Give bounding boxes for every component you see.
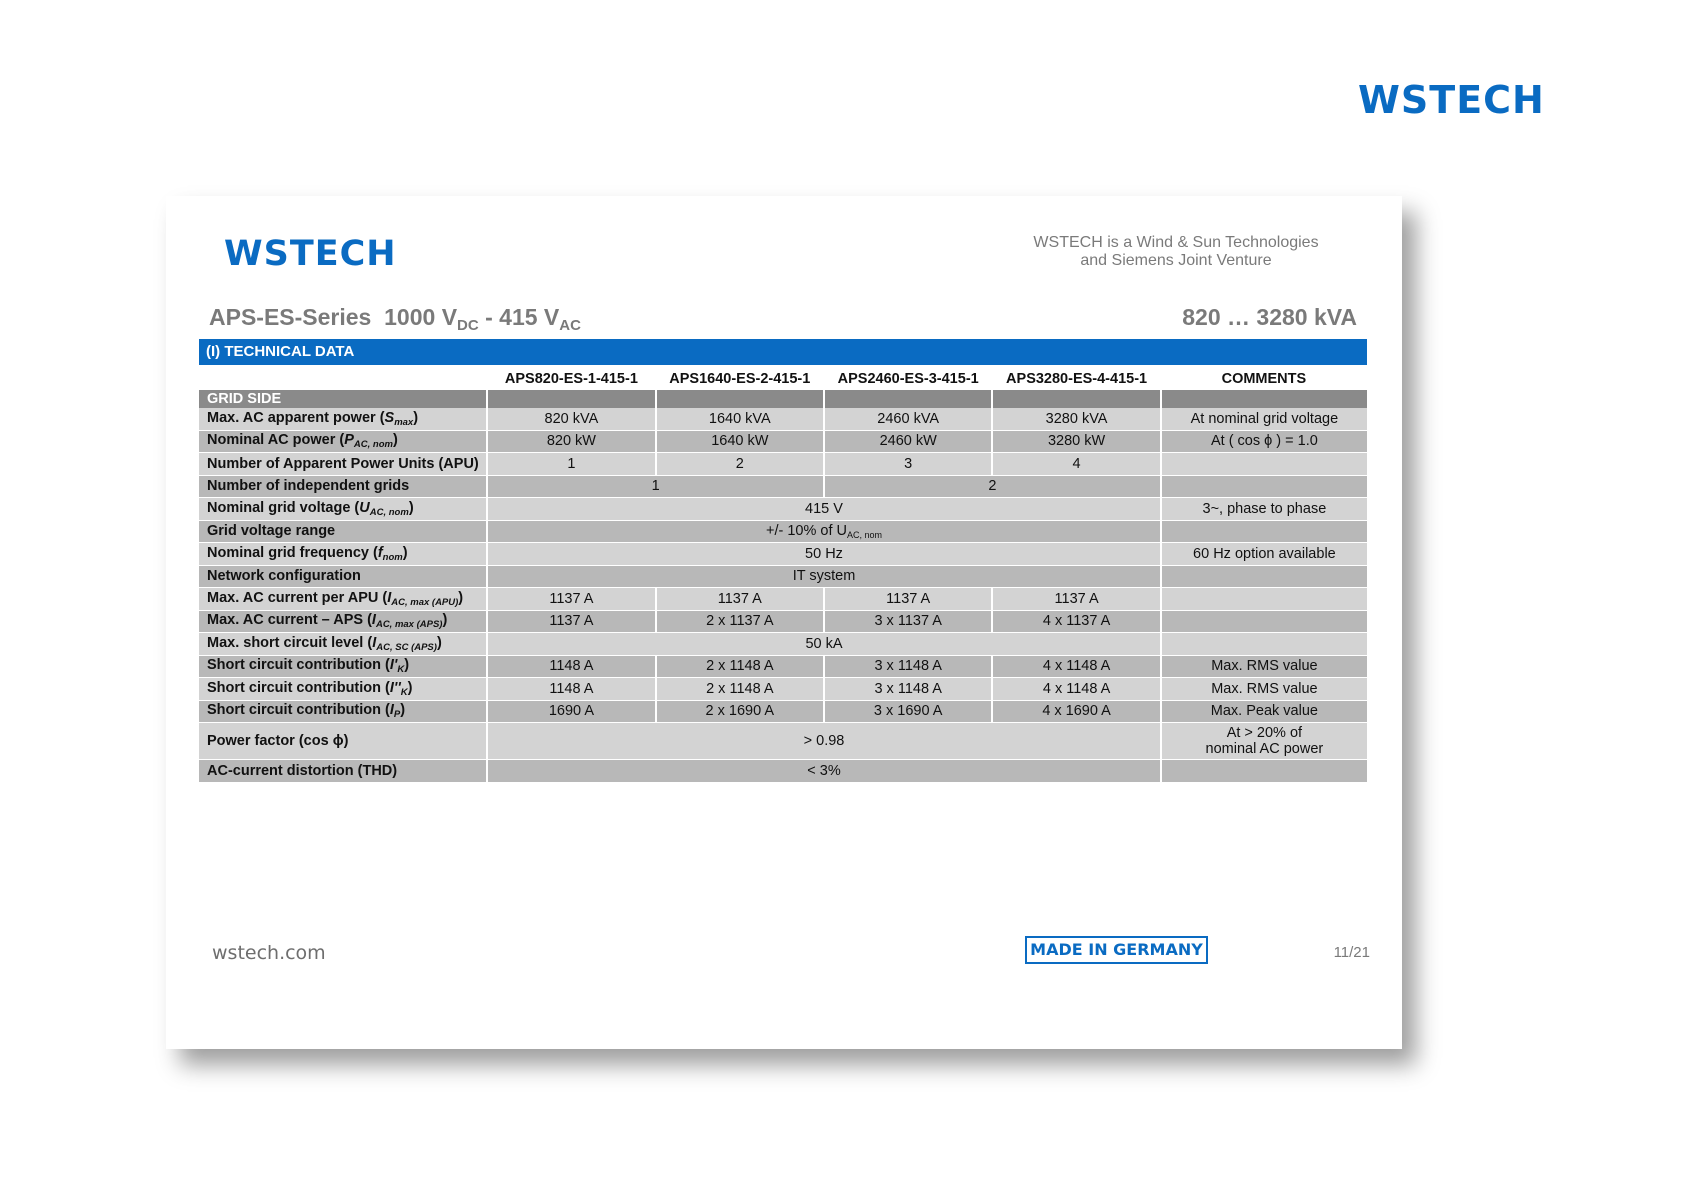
cell: 1640 kVA — [656, 408, 824, 430]
comment-cell — [1161, 723, 1367, 760]
table-header-row — [199, 368, 1367, 390]
page-number: 11/21 — [1333, 944, 1370, 961]
cell: 1 — [487, 453, 655, 476]
cell: 2 x 1137 A — [656, 610, 824, 633]
table-row — [199, 588, 1367, 611]
label-symbol: U — [359, 499, 370, 516]
label-symbol: I' — [389, 657, 398, 674]
label-text: Max. AC current – APS ( — [207, 612, 372, 629]
table-row — [199, 655, 1367, 678]
section-cell — [992, 390, 1160, 408]
section-cell — [656, 390, 824, 408]
title-sep: - — [478, 304, 500, 330]
row-label — [199, 633, 487, 656]
row-label: Number of Apparent Power Units (APU) — [199, 453, 487, 476]
cell: 1137 A — [487, 610, 655, 633]
label-close: ) — [402, 544, 408, 561]
cell: 1148 A — [487, 678, 655, 701]
cell: < 3% — [487, 760, 1161, 783]
label-text: Nominal grid voltage ( — [207, 499, 360, 516]
cell: 4 x 1148 A — [992, 678, 1160, 701]
cell: 50 kA — [487, 633, 1161, 656]
comment-cell — [1161, 475, 1367, 498]
cell: 1137 A — [824, 588, 992, 611]
section-cell — [1161, 390, 1367, 408]
label-subscript: K — [397, 664, 405, 676]
row-label: Network configuration — [199, 565, 487, 588]
row-label — [199, 408, 487, 430]
comment-cell: 3~, phase to phase — [1161, 498, 1367, 521]
comment-cell: Max. RMS value — [1161, 655, 1367, 678]
header-aps820: APS820-ES-1-415-1 — [487, 368, 655, 390]
table-row — [199, 520, 1367, 543]
label-close: ) — [413, 409, 419, 426]
footer-website-link[interactable]: wstech.com — [212, 942, 326, 964]
label-symbol: P — [344, 432, 354, 449]
cell: 2 x 1690 A — [656, 700, 824, 723]
vdc-sub: DC — [457, 317, 479, 334]
table-row — [199, 543, 1367, 566]
label-symbol: I — [387, 589, 392, 606]
row-label — [199, 700, 487, 723]
technical-data-table — [199, 368, 1367, 783]
comment-cell: At ( cos ϕ ) = 1.0 — [1161, 430, 1367, 453]
label-symbol: f — [377, 544, 383, 561]
table-row — [199, 475, 1367, 498]
label-text: Nominal grid frequency ( — [207, 544, 378, 561]
joint-venture-note — [1006, 234, 1346, 270]
label-symbol: I'' — [389, 679, 401, 696]
cell: 820 kVA — [487, 408, 655, 430]
row-label — [199, 610, 487, 633]
label-close: ) — [408, 499, 414, 516]
vac-label: 415 V — [499, 304, 560, 330]
joint-venture-line-2: and Siemens Joint Venture — [1080, 252, 1272, 269]
cell: 3 x 1137 A — [824, 610, 992, 633]
cell: 2 — [656, 453, 824, 476]
label-subscript: max — [394, 416, 414, 428]
label-symbol: S — [384, 409, 395, 426]
header-empty — [199, 368, 487, 390]
cell: 4 x 1690 A — [992, 700, 1160, 723]
cell: 1148 A — [487, 655, 655, 678]
table-row — [199, 430, 1367, 453]
cell: 4 x 1148 A — [992, 655, 1160, 678]
cell: 1137 A — [992, 588, 1160, 611]
comment-cell: 60 Hz option available — [1161, 543, 1367, 566]
comment-cell: Max. Peak value — [1161, 700, 1367, 723]
row-label — [199, 655, 487, 678]
label-subscript: P — [393, 709, 401, 721]
datasheet-slide — [166, 196, 1402, 1049]
row-label — [199, 588, 487, 611]
table-row — [199, 610, 1367, 633]
vac-sub: AC — [559, 317, 581, 334]
header-aps2460: APS2460-ES-3-415-1 — [824, 368, 992, 390]
cell: 2460 kVA — [824, 408, 992, 430]
comment-cell — [1161, 588, 1367, 611]
row-label — [199, 498, 487, 521]
label-text: Max. AC current per APU ( — [207, 589, 388, 606]
label-text: Max. AC apparent power ( — [207, 409, 385, 426]
cell: 4 — [992, 453, 1160, 476]
comment-cell — [1161, 453, 1367, 476]
cell: 4 x 1137 A — [992, 610, 1160, 633]
table-row — [199, 723, 1367, 760]
table-row — [199, 408, 1367, 430]
label-subscript: nom — [382, 551, 403, 563]
cell: IT system — [487, 565, 1161, 588]
label-symbol: I — [389, 702, 394, 719]
comment-cell — [1161, 760, 1367, 783]
table-row — [199, 633, 1367, 656]
value-subscript: AC, nom — [846, 529, 882, 540]
comment-cell: At nominal grid voltage — [1161, 408, 1367, 430]
row-label: AC-current distortion (THD) — [199, 760, 487, 783]
joint-venture-line-1: WSTECH is a Wind & Sun Technologies — [1033, 234, 1319, 251]
table-row — [199, 453, 1367, 476]
cell: 3280 kVA — [992, 408, 1160, 430]
label-close: ) — [442, 612, 448, 629]
label-text: Short circuit contribution ( — [207, 702, 390, 719]
row-label: Power factor (cos ϕ) — [199, 723, 487, 760]
technical-data-bar: (I) TECHNICAL DATA — [199, 339, 1367, 365]
label-text: Max. short circuit level ( — [207, 634, 373, 651]
series-title — [209, 304, 581, 334]
cell: 1137 A — [656, 588, 824, 611]
cell: 3280 kW — [992, 430, 1160, 453]
section-label: GRID SIDE — [199, 390, 487, 408]
comment-line-1: At > 20% of — [1226, 725, 1303, 741]
label-symbol: I — [372, 634, 377, 651]
section-row-grid-side — [199, 390, 1367, 408]
label-subscript: AC, nom — [353, 439, 393, 451]
label-text: Short circuit contribution ( — [207, 679, 390, 696]
comment-cell — [1161, 520, 1367, 543]
cell: 1 — [487, 475, 824, 498]
label-close: ) — [407, 679, 413, 696]
table-row — [199, 700, 1367, 723]
cell: 820 kW — [487, 430, 655, 453]
cell: 3 x 1148 A — [824, 678, 992, 701]
cell: 2 — [824, 475, 1161, 498]
cell: 2 x 1148 A — [656, 655, 824, 678]
comment-cell: Max. RMS value — [1161, 678, 1367, 701]
top-brand-logo: WSTECH — [1358, 78, 1545, 122]
header-comments: COMMENTS — [1161, 368, 1367, 390]
label-close: ) — [436, 634, 442, 651]
row-label — [199, 543, 487, 566]
row-label — [199, 430, 487, 453]
label-symbol: I — [371, 612, 376, 629]
made-in-germany-badge: MADE IN GERMANY — [1025, 936, 1208, 964]
row-label: Grid voltage range — [199, 520, 487, 543]
label-close: ) — [400, 702, 406, 719]
value-text: +/- 10% of U — [765, 522, 847, 539]
label-subscript: AC, max (APU) — [391, 596, 459, 608]
section-cell — [487, 390, 655, 408]
table-row — [199, 565, 1367, 588]
cell: 3 — [824, 453, 992, 476]
label-subscript: AC, nom — [369, 506, 409, 518]
header-aps1640: APS1640-ES-2-415-1 — [656, 368, 824, 390]
slide-brand-logo: WSTECH — [224, 234, 397, 274]
label-close: ) — [458, 589, 464, 606]
label-close: ) — [404, 657, 410, 674]
label-subscript: AC, max (APS) — [375, 619, 443, 631]
cell: 2 x 1148 A — [656, 678, 824, 701]
label-text: Short circuit contribution ( — [207, 657, 390, 674]
cell: 2460 kW — [824, 430, 992, 453]
table-row — [199, 678, 1367, 701]
table-row — [199, 760, 1367, 783]
power-range: 820 … 3280 kVA — [1182, 304, 1357, 330]
comment-cell — [1161, 610, 1367, 633]
cell: 1137 A — [487, 588, 655, 611]
label-subscript: AC, SC (APS) — [376, 641, 437, 653]
cell: 1640 kW — [656, 430, 824, 453]
label-subscript: K — [400, 686, 408, 698]
cell — [487, 520, 1161, 543]
label-text: Nominal AC power ( — [207, 432, 345, 449]
comment-cell — [1161, 633, 1367, 656]
row-label — [199, 678, 487, 701]
row-label: Number of independent grids — [199, 475, 487, 498]
series-name: APS-ES-Series — [209, 304, 372, 330]
cell: 3 x 1690 A — [824, 700, 992, 723]
cell: 3 x 1148 A — [824, 655, 992, 678]
cell: 1690 A — [487, 700, 655, 723]
cell: > 0.98 — [487, 723, 1161, 760]
comment-cell — [1161, 565, 1367, 588]
cell: 415 V — [487, 498, 1161, 521]
header-aps3280: APS3280-ES-4-415-1 — [992, 368, 1160, 390]
vdc-label: 1000 V — [384, 304, 458, 330]
comment-line-2: nominal AC power — [1205, 741, 1324, 757]
table-row — [199, 498, 1367, 521]
cell: 50 Hz — [487, 543, 1161, 566]
section-cell — [824, 390, 992, 408]
label-close: ) — [392, 432, 398, 449]
